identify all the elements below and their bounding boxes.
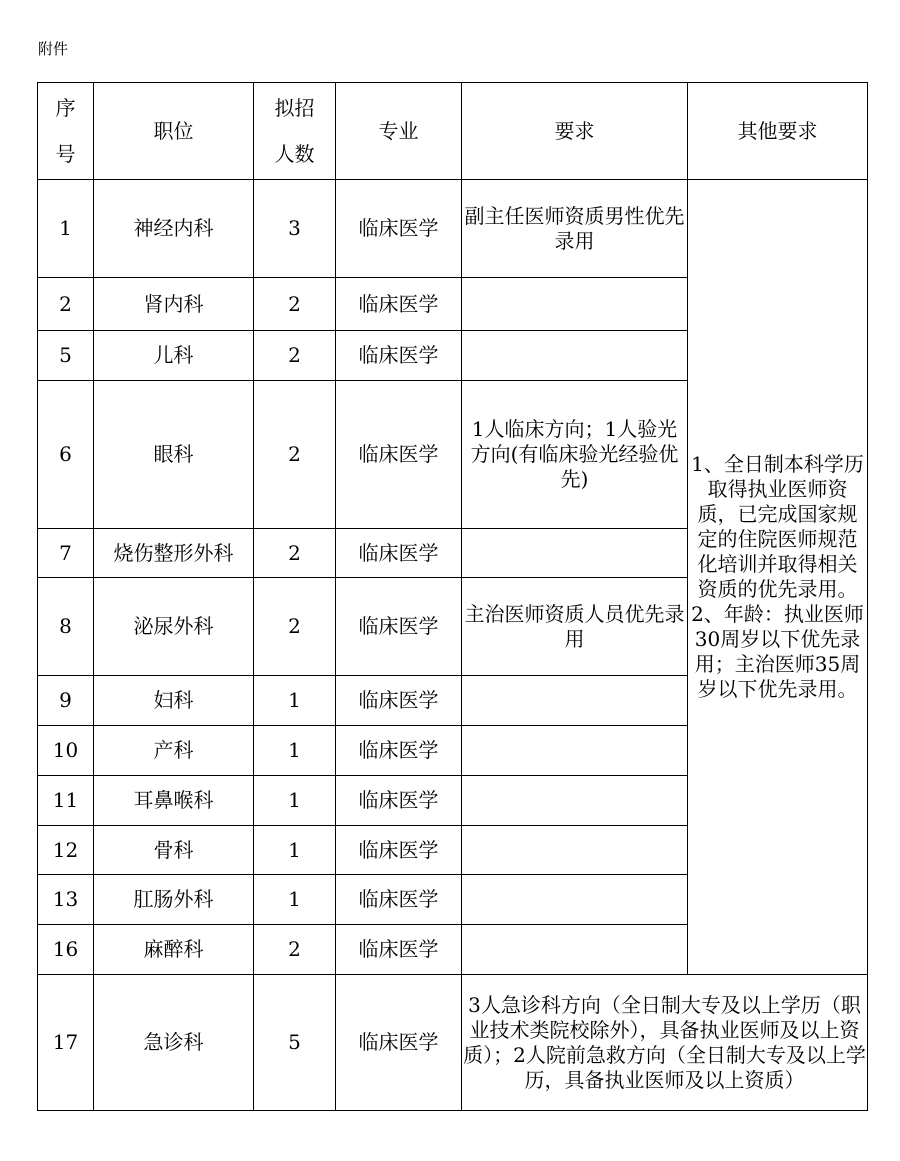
cell-no: 10 (38, 726, 94, 776)
cell-no: 5 (38, 331, 94, 381)
header-count: 拟招人数 (254, 83, 336, 180)
cell-no: 8 (38, 578, 94, 676)
cell-major: 临床医学 (336, 875, 462, 925)
cell-requirement: 副主任医师资质男性优先录用 (462, 180, 688, 278)
cell-major: 临床医学 (336, 331, 462, 381)
header-row (38, 83, 868, 180)
cell-position: 妇科 (94, 676, 254, 726)
cell-major: 临床医学 (336, 278, 462, 331)
cell-position: 泌尿外科 (94, 578, 254, 676)
cell-count: 3 (254, 180, 336, 278)
cell-count: 1 (254, 826, 336, 875)
cell-count: 1 (254, 726, 336, 776)
cell-requirement (462, 826, 688, 875)
cell-count: 1 (254, 875, 336, 925)
cell-position: 肾内科 (94, 278, 254, 331)
cell-position: 儿科 (94, 331, 254, 381)
cell-position: 骨科 (94, 826, 254, 875)
cell-count: 2 (254, 331, 336, 381)
cell-count: 1 (254, 776, 336, 826)
cell-requirement (462, 278, 688, 331)
cell-major: 临床医学 (336, 826, 462, 875)
cell-no: 12 (38, 826, 94, 875)
cell-requirement (462, 776, 688, 826)
cell-major: 临床医学 (336, 529, 462, 578)
cell-position: 麻醉科 (94, 925, 254, 975)
cell-position: 眼科 (94, 381, 254, 529)
cell-no: 7 (38, 529, 94, 578)
header-other: 其他要求 (688, 83, 868, 180)
table-row (38, 975, 868, 1111)
cell-requirement: 主治医师资质人员优先录用 (462, 578, 688, 676)
cell-other-requirements: 1、全日制本科学历取得执业医师资质，已完成国家规定的住院医师规范化培训并取得相关资质的优先录用。2、年龄：执业医师30周岁以下优先录用；主治医师35周岁以下优先录用。 (688, 180, 868, 975)
cell-no: 16 (38, 925, 94, 975)
cell-count: 2 (254, 529, 336, 578)
cell-no: 6 (38, 381, 94, 529)
cell-requirement-emergency: 3人急诊科方向（全日制大专及以上学历（职业技术类院校除外），具备执业医师及以上资质）；2人院前急救方向（全日制大专及以上学历，具备执业医师及以上资质） (462, 975, 868, 1111)
cell-requirement (462, 726, 688, 776)
cell-requirement (462, 331, 688, 381)
cell-requirement (462, 676, 688, 726)
cell-position: 产科 (94, 726, 254, 776)
cell-count: 2 (254, 925, 336, 975)
cell-major: 临床医学 (336, 578, 462, 676)
cell-no: 1 (38, 180, 94, 278)
cell-major: 临床医学 (336, 676, 462, 726)
cell-position: 烧伤整形外科 (94, 529, 254, 578)
cell-position: 神经内科 (94, 180, 254, 278)
cell-no: 17 (38, 975, 94, 1111)
cell-major: 临床医学 (336, 180, 462, 278)
header-requirement: 要求 (462, 83, 688, 180)
header-major: 专业 (336, 83, 462, 180)
attachment-label: 附件 (38, 40, 69, 58)
cell-major: 临床医学 (336, 925, 462, 975)
cell-position: 肛肠外科 (94, 875, 254, 925)
cell-requirement: 1人临床方向；1人验光方向(有临床验光经验优先) (462, 381, 688, 529)
cell-count: 1 (254, 676, 336, 726)
cell-requirement (462, 875, 688, 925)
cell-major: 临床医学 (336, 381, 462, 529)
table-row (38, 180, 868, 278)
cell-count: 2 (254, 578, 336, 676)
cell-major: 临床医学 (336, 776, 462, 826)
cell-no: 9 (38, 676, 94, 726)
header-no: 序号 (38, 83, 94, 180)
cell-position: 耳鼻喉科 (94, 776, 254, 826)
cell-major: 临床医学 (336, 726, 462, 776)
cell-requirement (462, 925, 688, 975)
cell-no: 2 (38, 278, 94, 331)
cell-count: 5 (254, 975, 336, 1111)
cell-count: 2 (254, 381, 336, 529)
cell-no: 11 (38, 776, 94, 826)
cell-requirement (462, 529, 688, 578)
recruitment-table (37, 82, 868, 1111)
cell-no: 13 (38, 875, 94, 925)
header-position: 职位 (94, 83, 254, 180)
cell-count: 2 (254, 278, 336, 331)
cell-position: 急诊科 (94, 975, 254, 1111)
cell-major: 临床医学 (336, 975, 462, 1111)
